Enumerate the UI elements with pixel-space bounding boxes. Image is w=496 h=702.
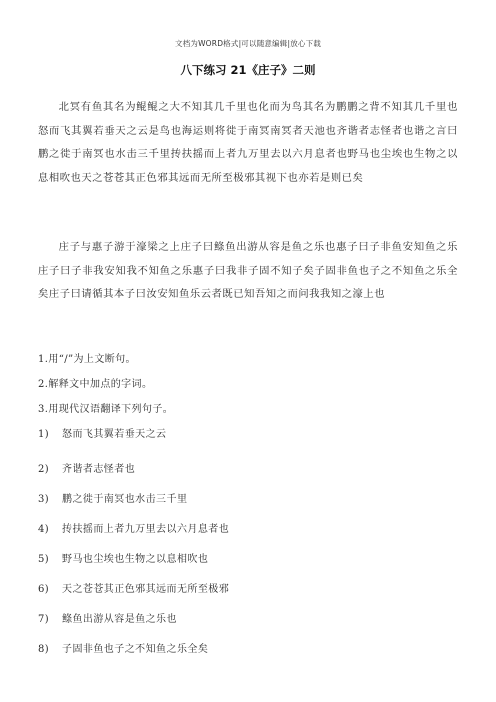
translation-sentence (38, 460, 458, 475)
document-title: 八下练习 21《庄子》二则 (180, 63, 316, 77)
question-1: 1.用“/”为上文断句。 (38, 354, 136, 365)
sentence-number: 8) (38, 644, 50, 655)
question-3: 3.用现代汉语翻译下列句子。 (38, 404, 174, 415)
sentence-text: 抟扶摇而上者九万里去以六月息者也 (62, 524, 230, 535)
sentence-text: 怒而飞其翼若垂天之云 (62, 429, 167, 440)
sentence-text: 野马也尘埃也生物之以息相吹也 (62, 554, 209, 565)
sentence-number: 5) (38, 554, 50, 565)
sentence-number: 1) (38, 429, 50, 440)
translation-sentence (38, 640, 458, 655)
sentence-number: 2) (38, 464, 50, 475)
translation-sentence (38, 550, 458, 565)
translation-sentence (38, 580, 458, 595)
sentence-text: 鲦鱼出游从容是鱼之乐也 (62, 614, 177, 625)
passage-beiming: 北冥有鱼其名为鲲鲲之大不知其几千里也化而为鸟其名为鹏鹏之背不知其几千里也怒而飞其翼若垂天之云是鸟也海运则将徙于南冥南冥者天池也齐谐者志怪者也谐之言曰鹏之徙于南冥也水击三千里抟扶摇而上者九万里去以六月息者也野马也尘埃也生物之以息相吹也天之苍苍其正色邪其远而无所至极邪其视下也亦若是则已矣 (38, 101, 458, 184)
sentence-text: 齐谐者志怪者也 (62, 464, 136, 475)
sentence-text: 天之苍苍其正色邪其远而无所至极邪 (62, 584, 230, 595)
translation-sentence (38, 610, 458, 625)
sentence-number: 4) (38, 524, 50, 535)
sentence-number: 6) (38, 584, 50, 595)
sentence-number: 3) (38, 494, 50, 505)
sentence-number: 7) (38, 614, 50, 625)
translation-sentence (38, 490, 458, 505)
translation-sentence (38, 520, 458, 535)
sentence-text: 鹏之徙于南冥也水击三千里 (62, 494, 188, 505)
passage-haoliang: 庄子与惠子游于濠梁之上庄子曰鲦鱼出游从容是鱼之乐也惠子曰子非鱼安知鱼之乐庄子曰子非我安知我不知鱼之乐惠子曰我非子固不知子矣子固非鱼也子之不知鱼之乐全矣庄子曰请循其本子曰汝安知鱼乐云者既已知吾知之而问我我知之濠上也 (38, 241, 458, 300)
sentence-text: 子固非鱼也子之不知鱼之乐全矣 (62, 644, 209, 655)
question-2: 2.解释文中加点的字词。 (38, 379, 153, 390)
translation-sentence (38, 425, 458, 440)
page-header: 文档为WORD格式|可以随意编辑|放心下载 (174, 39, 322, 48)
